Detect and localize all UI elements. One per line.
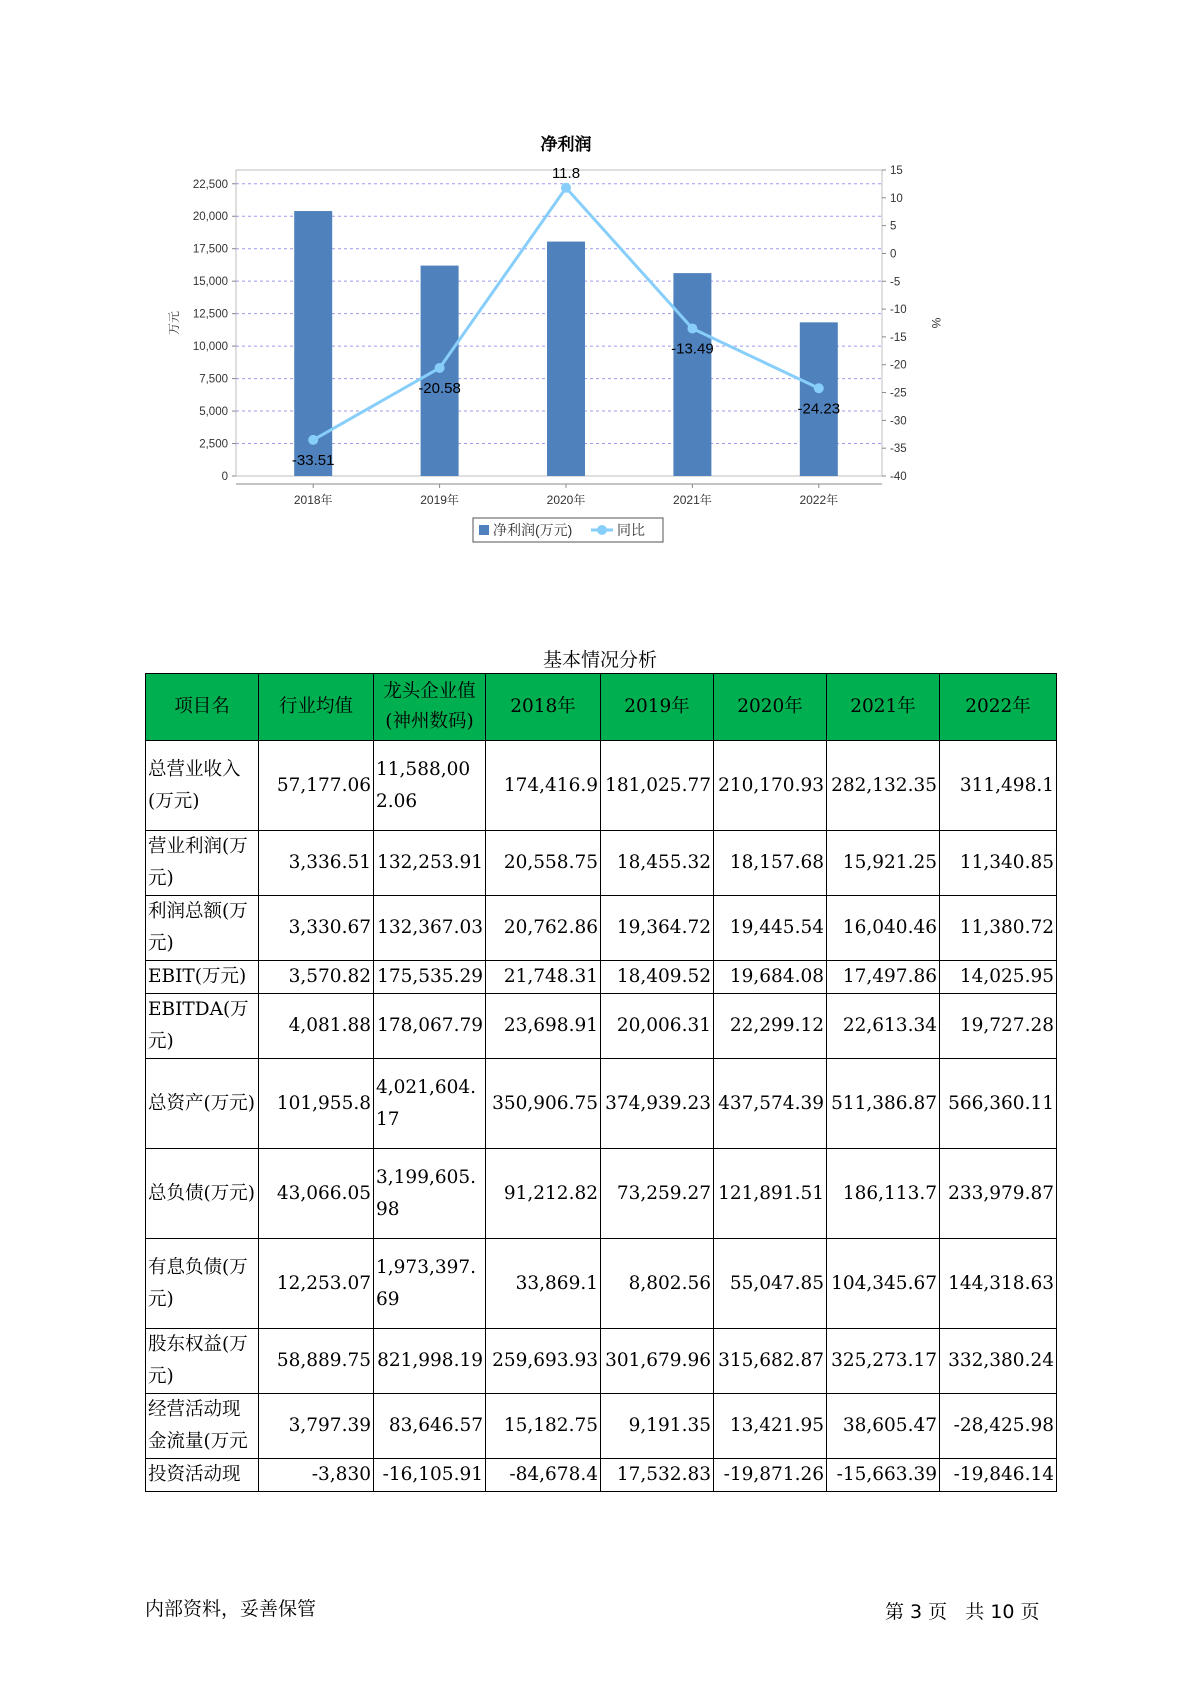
header-cell: 2020年	[714, 674, 827, 741]
row-label: 营业利润(万元)	[146, 831, 259, 896]
table-cell: 437,574.39	[714, 1059, 827, 1149]
y-axis-label: 万元	[167, 310, 181, 336]
row-label: 总资产(万元)	[146, 1059, 259, 1149]
header-cell: 项目名	[146, 674, 259, 741]
table-row	[146, 741, 1057, 831]
y-tick-label: 20,000	[192, 211, 228, 224]
table-row	[146, 1239, 1057, 1329]
table-cell: 21,748.31	[486, 961, 601, 994]
table-row	[146, 1394, 1057, 1459]
header-cell: 行业均值	[259, 674, 374, 741]
y2-tick-label: -40	[890, 471, 907, 483]
yoy-data-label: -13.49	[671, 340, 714, 358]
table-cell: 325,273.17	[827, 1329, 940, 1394]
table-cell: -16,105.91	[374, 1459, 486, 1492]
table-cell: 43,066.05	[259, 1149, 374, 1239]
y-tick-label: 7,500	[199, 373, 228, 386]
table-cell: 33,869.1	[486, 1239, 601, 1329]
row-label: 总负债(万元)	[146, 1149, 259, 1239]
table-cell: 132,253.91	[374, 831, 486, 896]
header-cell: 2021年	[827, 674, 940, 741]
table-cell: 144,318.63	[940, 1239, 1057, 1329]
basic-analysis-table	[145, 673, 1057, 1492]
row-label: 股东权益(万元)	[146, 1329, 259, 1394]
table-cell: 311,498.1	[940, 741, 1057, 831]
table-cell: 301,679.96	[601, 1329, 714, 1394]
row-label: 总营业收入(万元)	[146, 741, 259, 831]
table-cell: 8,802.56	[601, 1239, 714, 1329]
table-row	[146, 1149, 1057, 1239]
x-tick-label: 2018年	[293, 493, 333, 507]
table-cell: 20,006.31	[601, 994, 714, 1059]
table-cell: -3,830	[259, 1459, 374, 1492]
table-cell: 17,497.86	[827, 961, 940, 994]
y-tick-label: 22,500	[192, 178, 228, 191]
table-cell: 9,191.35	[601, 1394, 714, 1459]
table-cell: 22,613.34	[827, 994, 940, 1059]
table-cell: 83,646.57	[374, 1394, 486, 1459]
yoy-point	[435, 363, 445, 373]
row-label: EBIT(万元)	[146, 961, 259, 994]
table-cell: 233,979.87	[940, 1149, 1057, 1239]
legend-label-line: 同比	[617, 522, 645, 538]
table-cell: 38,605.47	[827, 1394, 940, 1459]
table-cell: 12,253.07	[259, 1239, 374, 1329]
bar	[673, 273, 711, 476]
table-cell: 3,336.51	[259, 831, 374, 896]
table-cell: 18,455.32	[601, 831, 714, 896]
yoy-data-label: -20.58	[418, 379, 461, 397]
y2-tick-label: -20	[890, 359, 907, 372]
y2-tick-label: -5	[890, 276, 901, 289]
y2-tick-label: -30	[890, 415, 907, 428]
table-cell: 91,212.82	[486, 1149, 601, 1239]
table-cell: 132,367.03	[374, 896, 486, 961]
table-cell: 315,682.87	[714, 1329, 827, 1394]
table-cell: 11,380.72	[940, 896, 1057, 961]
x-tick-label: 2019年	[420, 493, 459, 507]
table-cell: 101,955.8	[259, 1059, 374, 1149]
row-label: 投资活动现	[146, 1459, 259, 1492]
table-cell: 174,416.9	[486, 741, 601, 831]
table-cell: 4,081.88	[259, 994, 374, 1059]
table-row	[146, 1059, 1057, 1149]
yoy-data-label: 11.8	[551, 164, 581, 182]
table-cell: 3,797.39	[259, 1394, 374, 1459]
table-cell: 175,535.29	[374, 961, 486, 994]
table-cell: 332,380.24	[940, 1329, 1057, 1394]
yoy-point	[308, 435, 318, 445]
net-profit-chart	[167, 130, 980, 600]
y2-tick-label: -15	[890, 331, 907, 344]
table-cell: -19,846.14	[940, 1459, 1057, 1492]
yoy-point	[814, 383, 824, 393]
legend-swatch-bar	[479, 525, 489, 535]
table-cell: -15,663.39	[827, 1459, 940, 1492]
footer-confidential: 内部资料，妥善保管	[145, 1598, 317, 1620]
table-cell: 22,299.12	[714, 994, 827, 1059]
header-cell: 龙头企业值(神州数码)	[374, 674, 486, 741]
table-cell: -84,678.4	[486, 1459, 601, 1492]
yoy-point	[561, 183, 571, 193]
yoy-data-label: -24.23	[797, 400, 841, 418]
table-cell: 259,693.93	[486, 1329, 601, 1394]
y-tick-label: 5,000	[199, 406, 228, 419]
table-row	[146, 831, 1057, 896]
y-tick-label: 0	[221, 471, 228, 483]
table-cell: 14,025.95	[940, 961, 1057, 994]
table-body	[146, 741, 1057, 1492]
table-row	[146, 961, 1057, 994]
table-cell: 1,973,397.69	[374, 1239, 486, 1329]
table-cell: 4,021,604.17	[374, 1059, 486, 1149]
table-cell: 566,360.11	[940, 1059, 1057, 1149]
table-cell: 350,906.75	[486, 1059, 601, 1149]
row-label: 利润总额(万元)	[146, 896, 259, 961]
table-cell: 16,040.46	[827, 896, 940, 961]
table-row	[146, 1459, 1057, 1492]
y-tick-label: 10,000	[192, 341, 228, 354]
header-cell: 2022年	[940, 674, 1057, 741]
table-cell: 20,558.75	[486, 831, 601, 896]
row-label: 有息负债(万元)	[146, 1239, 259, 1329]
y2-axis-label: %	[929, 317, 943, 329]
x-tick-label: 2022年	[799, 493, 839, 507]
chart-svg	[167, 130, 980, 600]
legend-swatch-point	[597, 525, 607, 535]
table-cell: -28,425.98	[940, 1394, 1057, 1459]
y2-tick-label: -10	[890, 304, 907, 317]
yoy-data-label: -33.51	[291, 451, 335, 469]
footer-page-number: 第 3 页 共 10 页	[885, 1601, 1040, 1623]
table-cell: -19,871.26	[714, 1459, 827, 1492]
table-cell: 121,891.51	[714, 1149, 827, 1239]
chart-title: 净利润	[540, 135, 592, 154]
y2-tick-label: -35	[890, 443, 907, 456]
table-cell: 821,998.19	[374, 1329, 486, 1394]
table-header-row	[146, 674, 1057, 741]
bar	[547, 242, 585, 476]
y-tick-label: 12,500	[192, 308, 228, 321]
table-cell: 73,259.27	[601, 1149, 714, 1239]
table-cell: 210,170.93	[714, 741, 827, 831]
legend-label-bar: 净利润(万元)	[493, 522, 573, 538]
table-cell: 19,364.72	[601, 896, 714, 961]
table-cell: 181,025.77	[601, 741, 714, 831]
table-cell: 11,340.85	[940, 831, 1057, 896]
y2-tick-label: 5	[890, 220, 897, 233]
y2-tick-label: 15	[890, 165, 903, 177]
table-cell: 17,532.83	[601, 1459, 714, 1492]
table-cell: 18,409.52	[601, 961, 714, 994]
table-cell: 20,762.86	[486, 896, 601, 961]
y2-tick-label: 10	[890, 192, 903, 205]
table-cell: 3,570.82	[259, 961, 374, 994]
row-label: EBITDA(万元)	[146, 994, 259, 1059]
y-tick-label: 17,500	[192, 243, 228, 256]
y2-tick-label: -25	[890, 387, 907, 400]
table-cell: 511,386.87	[827, 1059, 940, 1149]
y-tick-label: 15,000	[192, 276, 228, 289]
table-cell: 19,727.28	[940, 994, 1057, 1059]
table-caption: 基本情况分析	[542, 649, 657, 671]
table-cell: 13,421.95	[714, 1394, 827, 1459]
table-cell: 15,182.75	[486, 1394, 601, 1459]
table-cell: 11,588,002.06	[374, 741, 486, 831]
table-cell: 186,113.7	[827, 1149, 940, 1239]
table-cell: 178,067.79	[374, 994, 486, 1059]
table-row	[146, 1329, 1057, 1394]
table-cell: 282,132.35	[827, 741, 940, 831]
table-cell: 58,889.75	[259, 1329, 374, 1394]
header-cell: 2018年	[486, 674, 601, 741]
bar	[800, 322, 838, 476]
table-cell: 57,177.06	[259, 741, 374, 831]
table-cell: 19,445.54	[714, 896, 827, 961]
y2-tick-label: 0	[890, 248, 897, 261]
table-cell: 19,684.08	[714, 961, 827, 994]
table-cell: 3,330.67	[259, 896, 374, 961]
table-cell: 55,047.85	[714, 1239, 827, 1329]
y-tick-label: 2,500	[199, 438, 228, 451]
header-cell: 2019年	[601, 674, 714, 741]
table-row	[146, 896, 1057, 961]
table-cell: 23,698.91	[486, 994, 601, 1059]
table-cell: 3,199,605.98	[374, 1149, 486, 1239]
table-cell: 374,939.23	[601, 1059, 714, 1149]
table-cell: 104,345.67	[827, 1239, 940, 1329]
x-tick-label: 2020年	[546, 493, 586, 507]
table-row	[146, 994, 1057, 1059]
row-label: 经营活动现金流量(万元	[146, 1394, 259, 1459]
yoy-point	[687, 324, 697, 334]
x-tick-label: 2021年	[673, 493, 712, 507]
table-cell: 15,921.25	[827, 831, 940, 896]
table-cell: 18,157.68	[714, 831, 827, 896]
